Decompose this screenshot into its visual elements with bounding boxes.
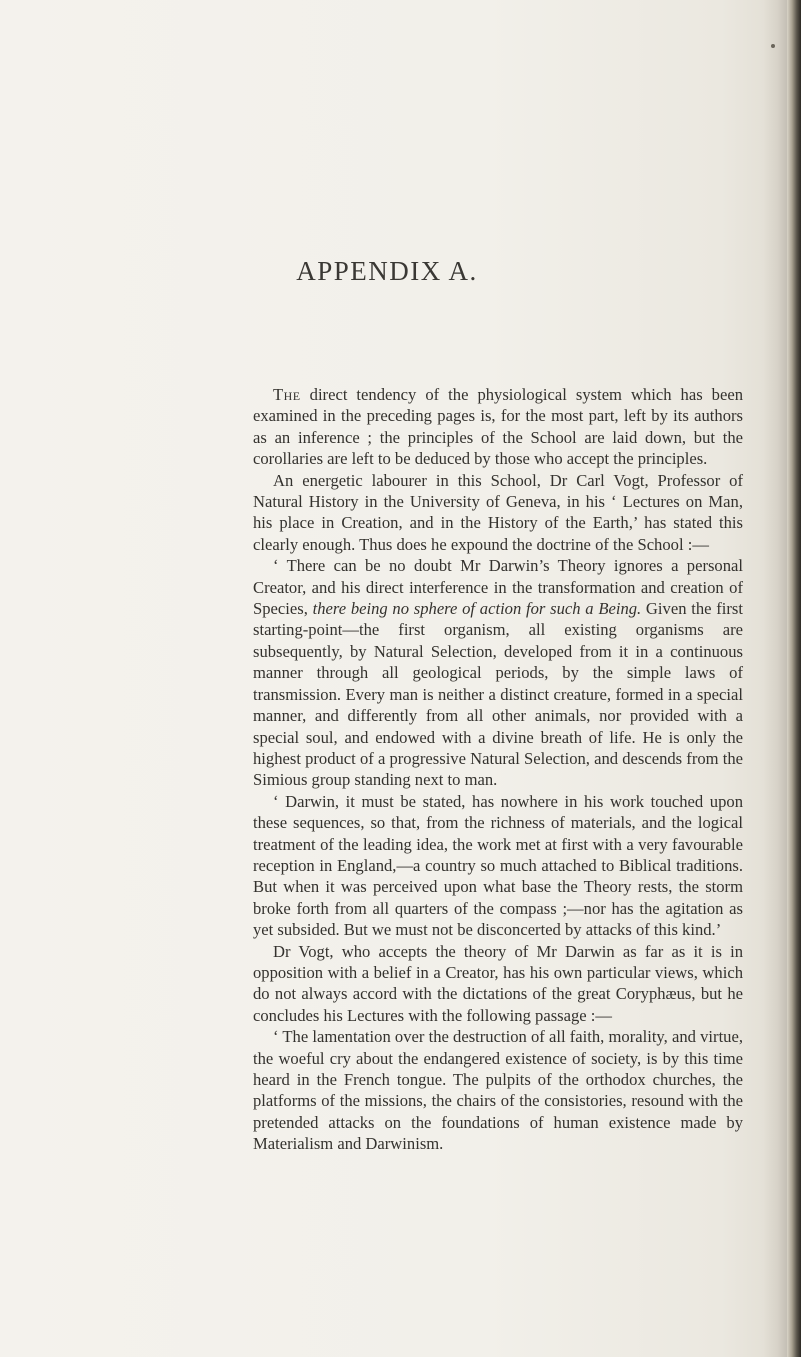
paragraph-text: ‘ The lamentation over the destruction of all faith, morality, and virtue, the woeful cry about the endangered existence of society, is by this time heard in the French tongue. The pulpits of the orthodox churches, the platforms of the missions, the chairs of the consistories, resound with the pretended attacks on the foundations of human existence made by Materialism and Darwinism. bbox=[253, 1027, 743, 1154]
paragraph-2 bbox=[253, 470, 743, 556]
paragraph-text: direct tendency of the physiological system which has been examined in the preceding pages is, for the most part, left by its authors as an inference ; the principles of the School are laid down, but the corollaries are left to be deduced by those who accept the principles. bbox=[253, 385, 743, 469]
paragraph-3 bbox=[253, 555, 743, 790]
page-edge bbox=[787, 0, 801, 1357]
page-title: APPENDIX A. bbox=[296, 256, 478, 286]
paragraph-1 bbox=[253, 384, 743, 470]
paragraph-text: Given the first starting-point—the first organism, all existing organisms are subsequently, by Natural Selection, developed from it in a continuous manner through all geological periods, by the simple laws of transmission. Every man is neither a distinct creature, formed in a special manner, and differently from all other animals, nor provided with a special soul, and endowed with a divine breath of life. He is only the highest product of a progressive Natural Selection, and descends from the Simious group standing next to man. bbox=[253, 599, 743, 790]
body-text bbox=[253, 384, 743, 1155]
paragraph-italic-text: there being no sphere of action for such a Being. bbox=[312, 599, 642, 619]
paragraph-6 bbox=[253, 1026, 743, 1154]
paragraph-text: ‘ Darwin, it must be stated, has nowhere in his work touched upon these sequences, so that, from the richness of materials, and the logical treatment of the leading idea, the work met at first with a very favourable reception in England,—a country so much attached to Biblical traditions. But when it was perceived upon what base the Theory rests, the storm broke forth from all quarters of the compass ;—nor has the agitation as yet subsided. But we must not be disconcerted by attacks of this kind.’ bbox=[253, 791, 743, 940]
paragraph-lead-word: The bbox=[273, 385, 301, 404]
page-gutter-shadow bbox=[763, 0, 787, 1357]
paragraph-text: An energetic labourer in this School, Dr Carl Vogt, Professor of Natural History in the University of Geneva, in his ‘ Lectures on Man, his place in Creation, and in the History of the Earth,’ has stated this clearly enough. Thus does he expound the doctrine of the School :— bbox=[253, 470, 743, 554]
paragraph-text: Dr Vogt, who accepts the theory of Mr Darwin as far as it is in opposition with a belief in a Creator, has his own particular views, which do not always accord with the dictations of the great Coryphæus, but he concludes his Lectures with the following passage :— bbox=[253, 941, 743, 1025]
paragraph-4 bbox=[253, 791, 743, 941]
paragraph-text: ‘ There can be no doubt Mr Darwin’s Theory ignores a personal Creator, and his direct interference in the transformation and creation of Species, bbox=[253, 556, 743, 619]
paragraph-5 bbox=[253, 941, 743, 1027]
